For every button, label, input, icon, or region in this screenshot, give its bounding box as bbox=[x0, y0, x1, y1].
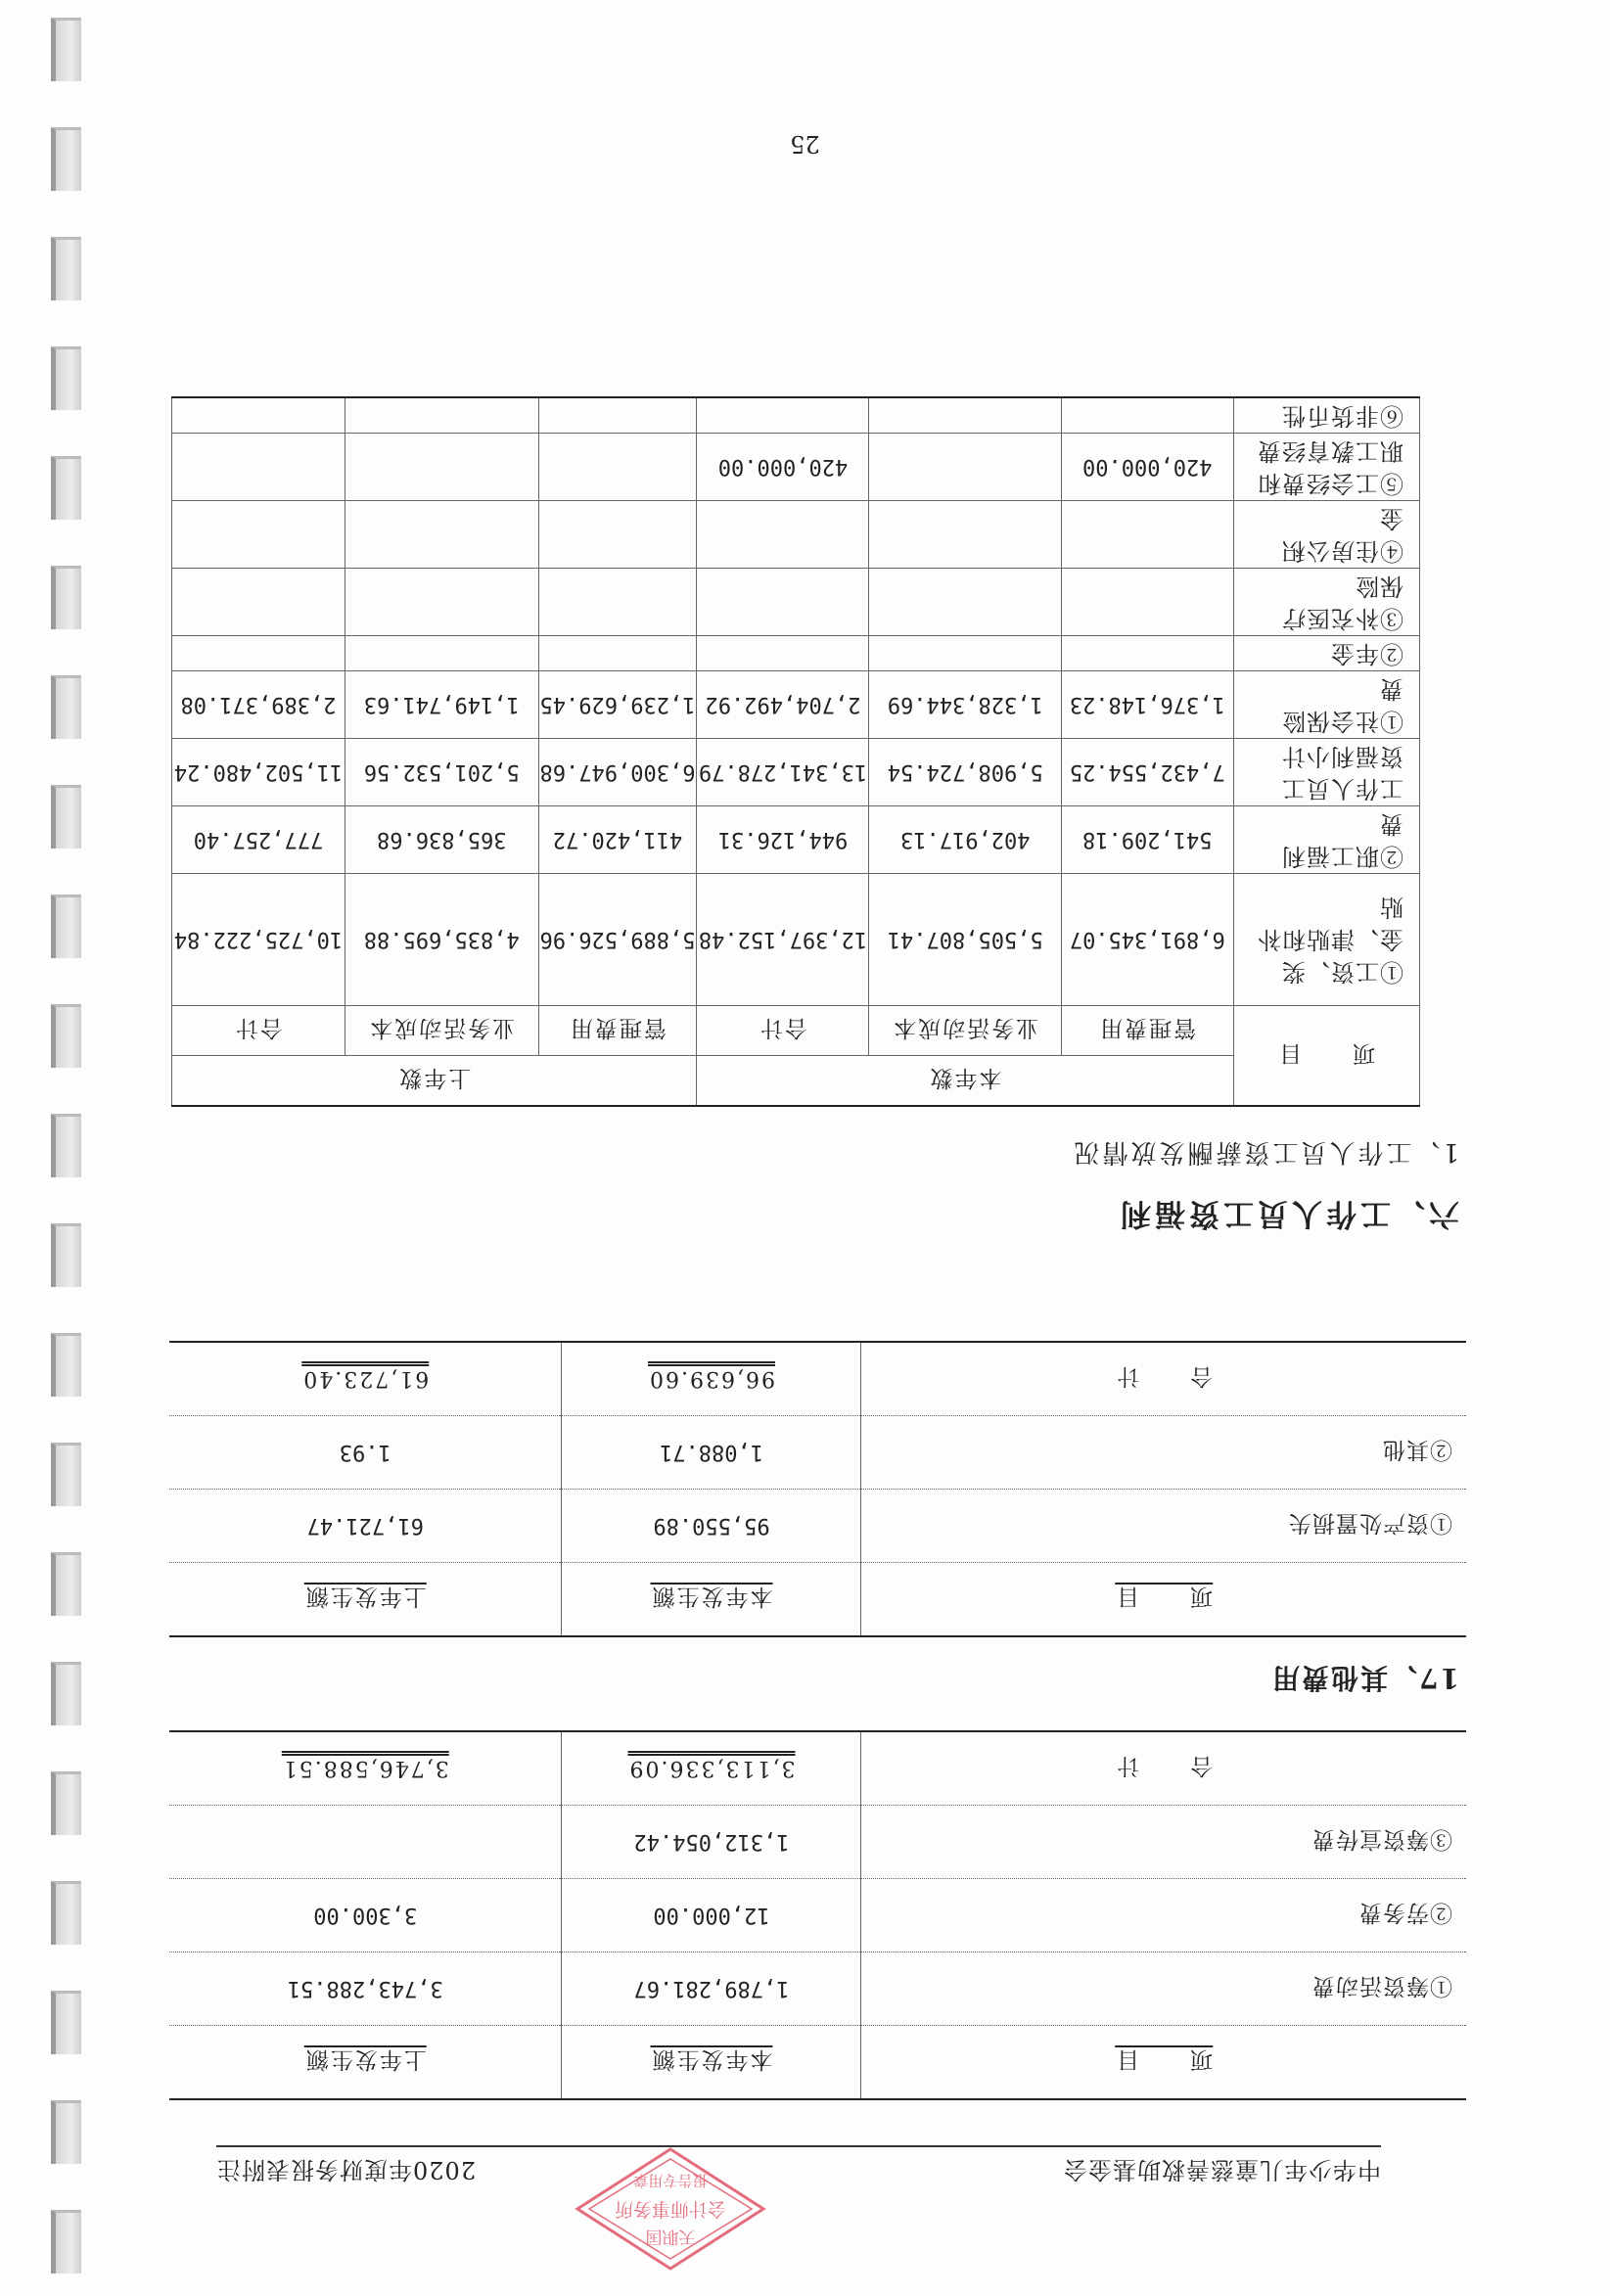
table-row bbox=[169, 1416, 1466, 1490]
total-prior: 61,723.40 bbox=[169, 1342, 562, 1416]
prior-value: 61,721.47 bbox=[169, 1490, 562, 1563]
table-row bbox=[172, 397, 1420, 434]
salary-value-cell bbox=[345, 636, 538, 671]
header-item: 项 目 bbox=[861, 2026, 1466, 2100]
binder-hole bbox=[51, 1881, 81, 1945]
binder-hole bbox=[51, 785, 81, 849]
total-label: 合 计 bbox=[1115, 1753, 1214, 1779]
total-row bbox=[169, 1731, 1466, 1806]
table-subheader-row bbox=[172, 1006, 1420, 1056]
salary-value-cell: 1,239,629.45 bbox=[538, 671, 697, 739]
binder-hole bbox=[51, 346, 81, 410]
document-title: 2020年度财务报表附注 bbox=[216, 2156, 477, 2183]
salary-value-cell bbox=[538, 636, 697, 671]
salary-value-cell: 11,502,480.24 bbox=[172, 739, 345, 806]
svg-text:天职国: 天职国 bbox=[645, 2227, 696, 2246]
binder-hole bbox=[51, 1004, 81, 1068]
table-row bbox=[172, 806, 1420, 874]
staff-salary-table bbox=[171, 396, 1420, 1107]
salary-value-cell: 2,389,371.08 bbox=[172, 671, 345, 739]
page-header bbox=[216, 2145, 1381, 2192]
header-total-current: 合计 bbox=[697, 1006, 869, 1056]
row-label: ②其他 bbox=[861, 1416, 1466, 1490]
row-label-line: 资福利小计 bbox=[1281, 743, 1403, 770]
binder-hole bbox=[51, 2210, 81, 2273]
salary-value-cell: 541,209.18 bbox=[1062, 806, 1233, 874]
salary-value-cell: 2,704,492.92 bbox=[697, 671, 869, 739]
table-row bbox=[169, 1952, 1466, 2026]
prior-value: 3,300.00 bbox=[169, 1879, 562, 1952]
table-header-row bbox=[172, 1056, 1420, 1107]
salary-value-cell bbox=[345, 501, 538, 569]
salary-value-cell: 1,328,344.69 bbox=[869, 671, 1062, 739]
binder-hole bbox=[51, 1443, 81, 1506]
current-value: 12,000.00 bbox=[562, 1879, 861, 1952]
binder-hole bbox=[51, 1114, 81, 1177]
row-label-line: ⑥非货币性 bbox=[1281, 402, 1403, 430]
table-header-row bbox=[169, 2026, 1466, 2100]
row-label-line: ③补充医疗 bbox=[1281, 605, 1403, 632]
total-label: 合 计 bbox=[1115, 1363, 1214, 1390]
prior-value: 1.93 bbox=[169, 1416, 562, 1490]
header-biz-prior: 业务活动成本 bbox=[345, 1006, 538, 1056]
table-row bbox=[172, 636, 1420, 671]
row-label bbox=[1233, 806, 1419, 874]
current-value: 1,789,281.67 bbox=[562, 1952, 861, 2026]
binder-hole bbox=[51, 895, 81, 958]
svg-text:报告专用章: 报告专用章 bbox=[633, 2172, 708, 2189]
row-label-line: 费 bbox=[1379, 675, 1403, 703]
table-row bbox=[172, 434, 1420, 501]
salary-value-cell: 5,889,526.96 bbox=[538, 874, 697, 1006]
current-value: 1,312,054.42 bbox=[562, 1806, 861, 1879]
row-label: ②劳务费 bbox=[861, 1879, 1466, 1952]
header-biz-current: 业务活动成本 bbox=[869, 1006, 1062, 1056]
total-prior: 3,746,588.51 bbox=[169, 1731, 562, 1806]
table-row bbox=[172, 874, 1420, 1006]
binder-hole bbox=[51, 237, 81, 300]
prior-value bbox=[169, 1806, 562, 1879]
binder-hole bbox=[51, 1333, 81, 1397]
binder-hole bbox=[51, 675, 81, 739]
binder-hole bbox=[51, 566, 81, 629]
salary-value-cell: 777,257.40 bbox=[172, 806, 345, 874]
header-mgmt-prior: 管理费用 bbox=[538, 1006, 697, 1056]
header-prior: 上年发生额 bbox=[169, 1563, 562, 1637]
section-6-subtitle: 1、工作人员工资薪酬发放情况 bbox=[1071, 1137, 1459, 1167]
row-label-line: ①社会保险 bbox=[1281, 708, 1403, 735]
salary-value-cell bbox=[172, 434, 345, 501]
salary-value-cell bbox=[172, 501, 345, 569]
salary-value-cell bbox=[869, 569, 1062, 636]
row-label bbox=[1233, 739, 1419, 806]
table-row bbox=[169, 1490, 1466, 1563]
table-row bbox=[169, 1879, 1466, 1952]
salary-value-cell bbox=[538, 501, 697, 569]
total-current: 3,113,336.09 bbox=[562, 1731, 861, 1806]
row-label-line: ④住房公积 bbox=[1281, 537, 1403, 565]
salary-value-cell bbox=[1062, 397, 1233, 434]
salary-value-cell: 5,908,724.54 bbox=[869, 739, 1062, 806]
binder-hole bbox=[51, 1552, 81, 1616]
current-value: 1,088.71 bbox=[562, 1416, 861, 1490]
row-label bbox=[1233, 434, 1419, 501]
salary-value-cell bbox=[869, 397, 1062, 434]
salary-value-cell bbox=[1062, 501, 1233, 569]
total-current: 96,639.60 bbox=[562, 1342, 861, 1416]
svg-text:会计师事务所: 会计师事务所 bbox=[614, 2198, 727, 2220]
salary-value-cell: 420,000.00 bbox=[1062, 434, 1233, 501]
binder-hole bbox=[51, 1223, 81, 1287]
salary-value-cell: 411,420.72 bbox=[538, 806, 697, 874]
salary-value-cell: 420,000.00 bbox=[697, 434, 869, 501]
salary-value-cell bbox=[697, 501, 869, 569]
row-label bbox=[1233, 569, 1419, 636]
salary-value-cell: 5,505,807.41 bbox=[869, 874, 1062, 1006]
section-6-title: 六、工作人员工资福利 bbox=[1117, 1196, 1459, 1231]
row-label bbox=[1233, 671, 1419, 739]
row-label-line: ②年金 bbox=[1330, 640, 1403, 667]
salary-value-cell bbox=[172, 397, 345, 434]
salary-value-cell bbox=[538, 397, 697, 434]
salary-value-cell bbox=[697, 569, 869, 636]
salary-value-cell bbox=[345, 397, 538, 434]
header-prior: 上年发生额 bbox=[169, 2026, 562, 2100]
row-label-line: 贴 bbox=[1379, 894, 1403, 922]
table-row bbox=[172, 739, 1420, 806]
salary-rows bbox=[172, 397, 1420, 1006]
binder-hole bbox=[51, 456, 81, 520]
salary-value-cell bbox=[538, 434, 697, 501]
table-row bbox=[169, 1806, 1466, 1879]
header-item: 项 目 bbox=[861, 1563, 1466, 1637]
row-label-line: ⑤工会经费和 bbox=[1257, 470, 1403, 497]
header-mgmt-current: 管理费用 bbox=[1062, 1006, 1233, 1056]
row-label-line: 职工教育经费 bbox=[1257, 437, 1403, 465]
row-label-line: 金 bbox=[1379, 505, 1403, 532]
current-value: 95,550.89 bbox=[562, 1490, 861, 1563]
salary-value-cell bbox=[172, 569, 345, 636]
row-label-line: 金、津贴和补 bbox=[1257, 926, 1403, 954]
binder-hole bbox=[51, 1662, 81, 1725]
prior-value: 3,743,288.51 bbox=[169, 1952, 562, 2026]
section-17-title: 17、其他费用 bbox=[1270, 1662, 1459, 1694]
page-number: 25 bbox=[790, 130, 820, 158]
table-row bbox=[172, 569, 1420, 636]
row-label bbox=[1233, 636, 1419, 671]
header-current: 本年发生额 bbox=[562, 2026, 861, 2100]
salary-value-cell: 7,432,554.25 bbox=[1062, 739, 1233, 806]
binder-hole bbox=[51, 18, 81, 81]
total-row bbox=[169, 1342, 1466, 1416]
header-item: 项 目 bbox=[1233, 1006, 1419, 1107]
row-label: ①筹资活动费 bbox=[861, 1952, 1466, 2026]
salary-value-cell: 1,149,741.63 bbox=[345, 671, 538, 739]
binder-hole-strip bbox=[51, 0, 90, 2296]
accounting-firm-seal bbox=[568, 2145, 773, 2273]
table-row bbox=[172, 501, 1420, 569]
table-row bbox=[172, 671, 1420, 739]
salary-value-cell: 12,397,152.48 bbox=[697, 874, 869, 1006]
salary-value-cell: 1,376,148.23 bbox=[1062, 671, 1233, 739]
salary-value-cell bbox=[697, 397, 869, 434]
salary-value-cell: 6,300,947.68 bbox=[538, 739, 697, 806]
salary-value-cell bbox=[869, 501, 1062, 569]
binder-hole bbox=[51, 2100, 81, 2164]
row-label-line: 工作人员工 bbox=[1281, 775, 1403, 803]
salary-value-cell: 6,891,345.07 bbox=[1062, 874, 1233, 1006]
header-total-prior: 合计 bbox=[172, 1006, 345, 1056]
salary-value-cell: 10,725,222.84 bbox=[172, 874, 345, 1006]
header-current: 本年发生额 bbox=[562, 1563, 861, 1637]
row-label-line: ①工资、奖 bbox=[1281, 958, 1403, 987]
row-label bbox=[1233, 874, 1419, 1006]
salary-value-cell: 4,835,695.88 bbox=[345, 874, 538, 1006]
other-expenses-table bbox=[169, 1341, 1466, 1637]
salary-value-cell: 13,341,278.79 bbox=[697, 739, 869, 806]
header-prior-year: 上年数 bbox=[172, 1056, 698, 1107]
salary-value-cell bbox=[869, 636, 1062, 671]
salary-value-cell: 5,201,532.56 bbox=[345, 739, 538, 806]
salary-value-cell bbox=[1062, 569, 1233, 636]
salary-value-cell bbox=[345, 434, 538, 501]
binder-hole bbox=[51, 1771, 81, 1835]
organization-name: 中华少年儿童慈善救助基金会 bbox=[1063, 2156, 1381, 2183]
row-label bbox=[1233, 397, 1419, 434]
row-label-line: ②职工福利 bbox=[1281, 843, 1403, 870]
salary-value-cell bbox=[345, 569, 538, 636]
salary-value-cell bbox=[697, 636, 869, 671]
salary-value-cell bbox=[538, 569, 697, 636]
binder-hole bbox=[51, 127, 81, 191]
salary-value-cell bbox=[869, 434, 1062, 501]
fundraising-fees-table bbox=[169, 1730, 1466, 2100]
salary-value-cell bbox=[172, 636, 345, 671]
salary-value-cell: 944,126.31 bbox=[697, 806, 869, 874]
row-label: ①资产处置损失 bbox=[861, 1490, 1466, 1563]
row-label bbox=[1233, 501, 1419, 569]
table-header-row bbox=[169, 1563, 1466, 1637]
row-label-line: 保险 bbox=[1355, 573, 1403, 600]
row-label-line: 费 bbox=[1379, 810, 1403, 838]
row-label: ③筹资宣传费 bbox=[861, 1806, 1466, 1879]
salary-value-cell: 365,836.68 bbox=[345, 806, 538, 874]
salary-value-cell bbox=[1062, 636, 1233, 671]
salary-value-cell: 402,917.13 bbox=[869, 806, 1062, 874]
binder-hole bbox=[51, 1991, 81, 2054]
header-current-year: 本年数 bbox=[697, 1056, 1233, 1107]
